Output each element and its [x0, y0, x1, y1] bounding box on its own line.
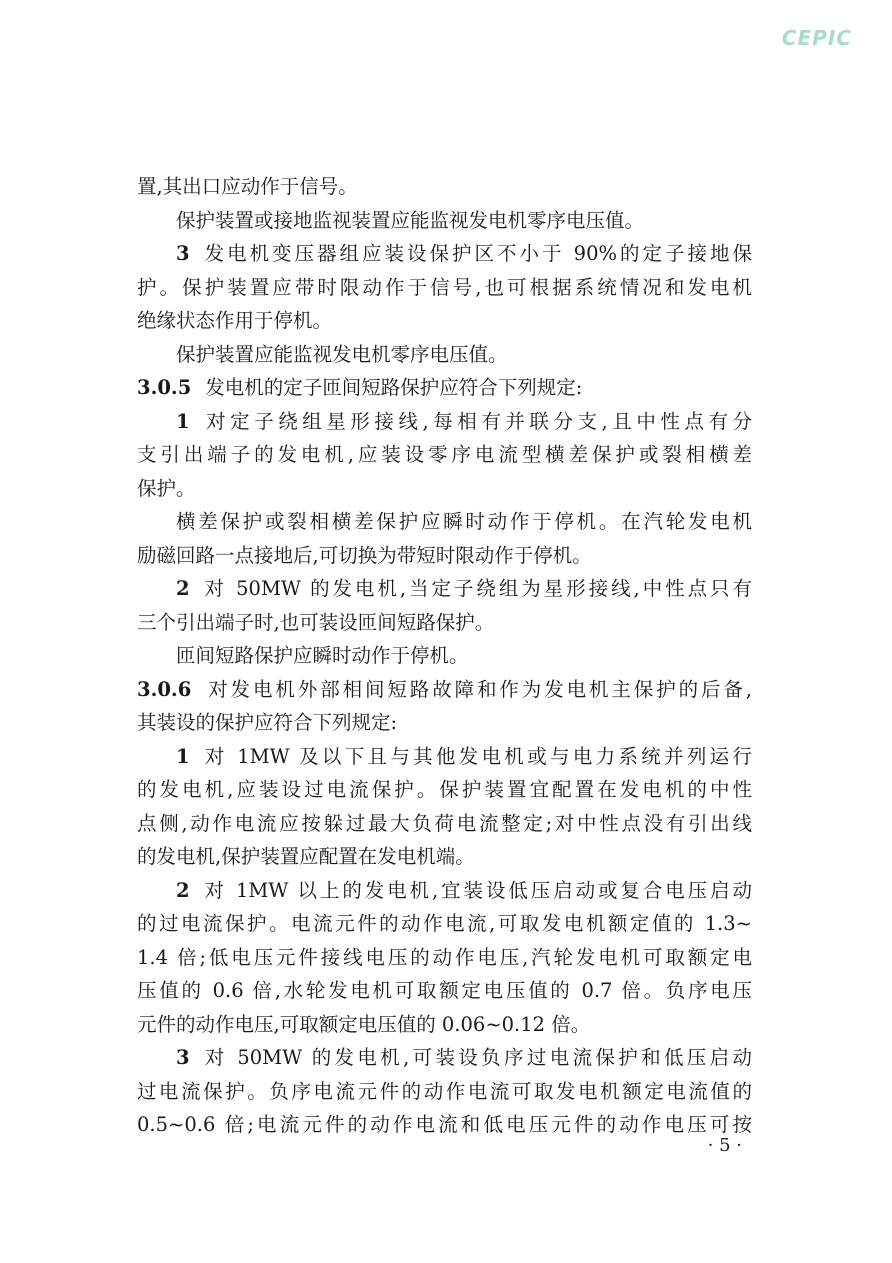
text-line: 置,其出口应动作于信号。: [137, 175, 358, 198]
item-text: 对 1MW 以上的发电机,宜装设低压启动或复合电压启动: [201, 878, 752, 902]
text-line: 的发电机,应装设过电流保护。保护装置宜配置在发电机的中性: [137, 778, 752, 801]
text-line: 绝缘状态作用于停机。: [137, 309, 333, 332]
text-line: 三个引出端子时,也可装设匝间短路保护。: [137, 610, 495, 634]
text-line: 励磁回路一点接地后,可切换为带短时限动作于停机。: [137, 543, 592, 567]
item-number: 2: [176, 878, 190, 902]
item-line: [137, 1041, 752, 1075]
text-line: 0.5~0.6 倍;电流元件的动作电流和低电压元件的动作电压可按: [137, 1113, 752, 1136]
clause-text: 发电机的定子匝间短路保护应符合下列规定:: [205, 376, 583, 399]
text-line: 压值的 0.6 倍,水轮发电机可取额定电压值的 0.7 倍。负序电压: [137, 979, 752, 1002]
item-line: [137, 572, 752, 606]
clause-line: [137, 673, 752, 707]
text-line: 的发电机,保护装置应配置在发电机端。: [137, 845, 475, 868]
item-number: 3: [176, 242, 190, 265]
text-line: 其装设的保护应符合下列规定:: [137, 711, 398, 734]
text-line: 横差保护或裂相横差保护应瞬时动作于停机。在汽轮发电机: [176, 510, 752, 533]
item-line: [137, 405, 752, 439]
clause-number: 3.0.6: [137, 677, 192, 701]
item-text: 发电机变压器组应装设保护区不小于 90%的定子接地保: [201, 242, 752, 265]
clause-text: 对发电机外部相间短路故障和作为发电机主保护的后备,: [205, 677, 752, 701]
text-line: 过电流保护。负序电流元件的动作电流可取发电机额定电流值的: [137, 1079, 752, 1103]
item-line: [137, 874, 752, 908]
item-number: 3: [176, 1046, 190, 1069]
text-line: 支引出端子的发电机,应装设零序电流型横差保护或裂相横差: [137, 443, 752, 466]
text-line: 的过电流保护。电流元件的动作电流,可取发电机额定值的 1.3~: [137, 912, 752, 935]
item-text: 对定子绕组星形接线,每相有并联分支,且中性点有分: [201, 409, 752, 433]
text-line: 元件的动作电压,可取额定电压值的 0.06~0.12 倍。: [137, 1012, 591, 1036]
text-line: 保护。: [137, 476, 196, 500]
item-line: [137, 237, 752, 271]
document-body: [137, 170, 752, 1142]
clause-number: 3.0.5: [137, 376, 192, 399]
cepic-logo: CEPIC: [781, 26, 852, 50]
item-text: 对 1MW 及以下且与其他发电机或与电力系统并列运行: [201, 744, 752, 768]
text-line: 1.4 倍;低电压元件接线电压的动作电压,汽轮发电机可取额定电: [137, 945, 752, 969]
text-line: 点侧,动作电流应按躲过最大负荷电流整定;对中性点没有引出线: [137, 811, 752, 835]
item-line: [137, 740, 752, 774]
clause-line: [137, 371, 752, 405]
text-line: 护。保护装置应带时限动作于信号,也可根据系统情况和发电机: [137, 275, 752, 299]
page-number: · 5 ·: [707, 1135, 742, 1156]
item-text: 对 50MW 的发电机,当定子绕组为星形接线,中性点只有: [201, 577, 752, 600]
text-line: 保护装置应能监视发电机零序电压值。: [176, 342, 508, 366]
item-number: 1: [176, 744, 190, 768]
text-line: 保护装置或接地监视装置应能监视发电机零序电压值。: [176, 208, 645, 232]
item-number: 1: [176, 409, 190, 433]
text-line: 匝间短路保护应瞬时动作于停机。: [176, 644, 469, 667]
item-text: 对 50MW 的发电机,可装设负序过电流保护和低压启动: [201, 1046, 752, 1069]
item-number: 2: [176, 577, 190, 600]
